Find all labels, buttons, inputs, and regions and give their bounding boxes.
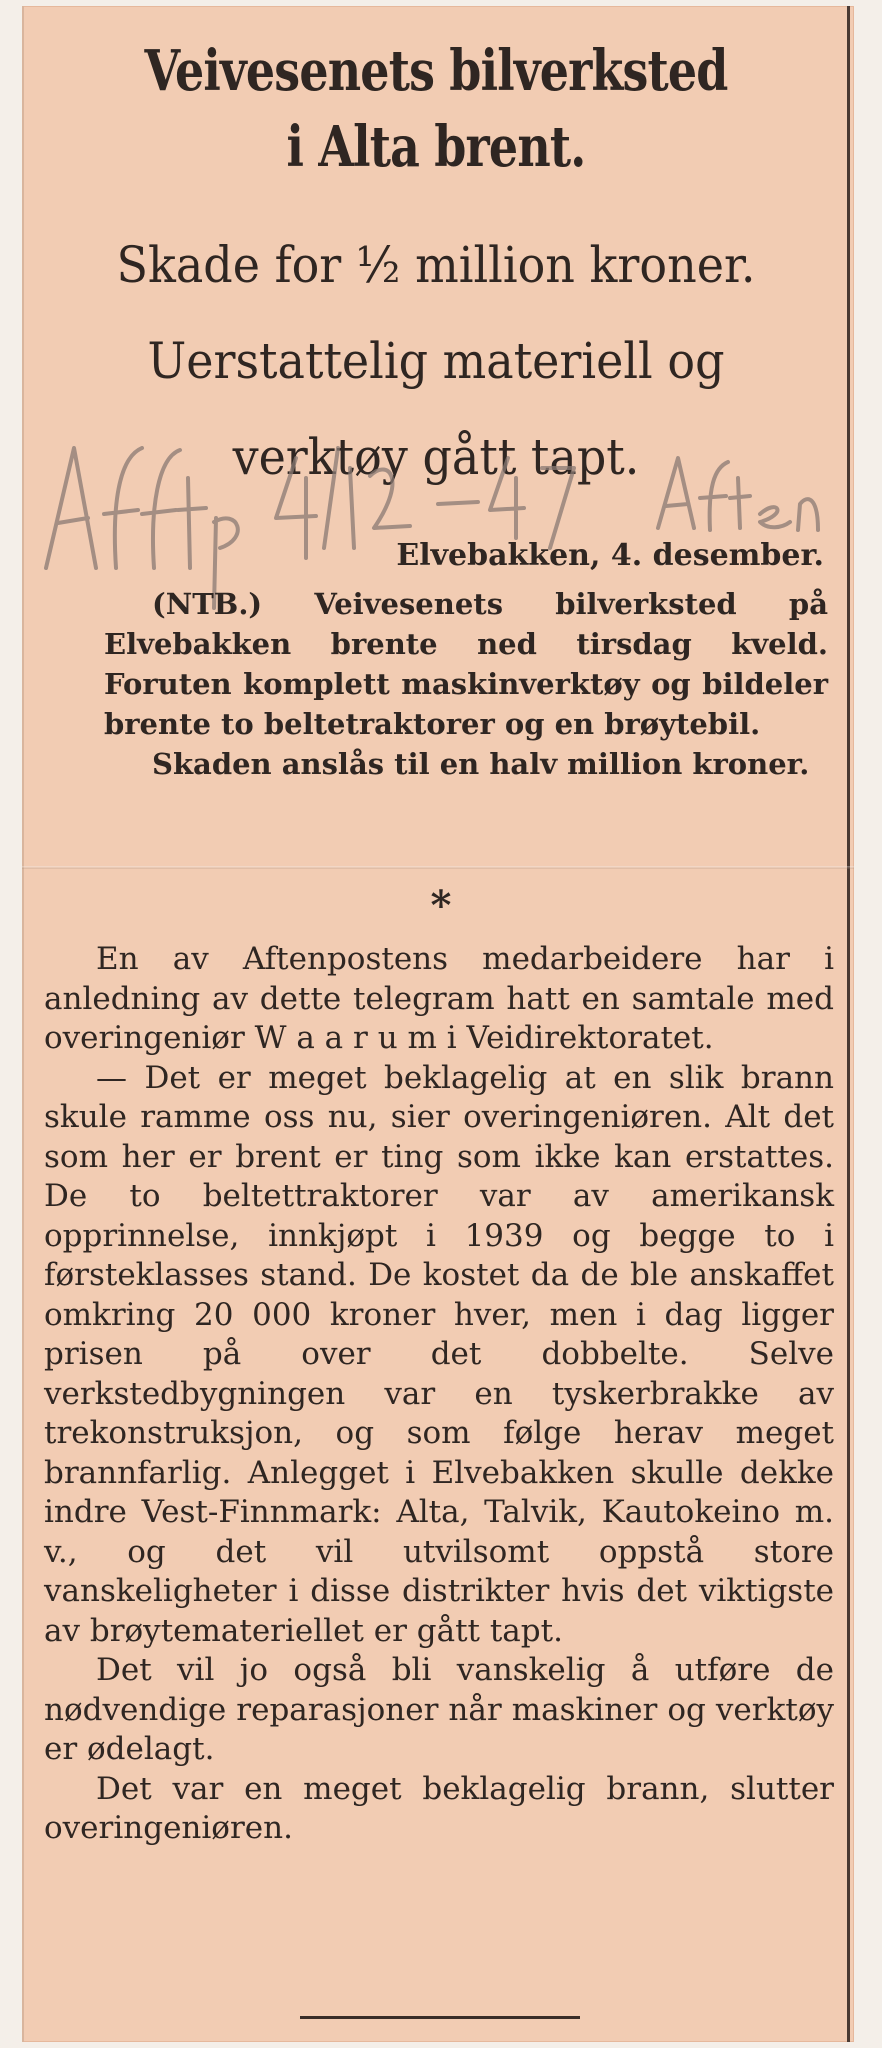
lead-section bbox=[104, 584, 828, 784]
body-paragraph: En av Aftenpostens medarbeidere har i anledning av dette telegram hatt en samtale med overingeniør W a a r u m i Veidirektoratet. bbox=[44, 941, 834, 1056]
lead-paragraph: Skaden anslås til en halv million kroner. bbox=[152, 747, 810, 781]
headline-line-1: Veivesenets bilverksted bbox=[144, 38, 728, 104]
column-rule bbox=[847, 6, 850, 2042]
paper-fold-line bbox=[22, 866, 854, 869]
subheadline-line-3: verktøy gått tapt. bbox=[232, 428, 640, 486]
dateline: Elvebakken, 4. desember. bbox=[396, 538, 824, 573]
headline-line-2: i Alta brent. bbox=[286, 114, 586, 180]
body-paragraph: — Det er meget beklagelig at en slik brann skule ramme oss nu, sier overingeniøren. Alt det som her er brent er ting som ikke kan erstattes. De to beltettraktorer var av amerikansk opprinnelse, innkjøpt i 1939 og begge to i førsteklasses stand. De kostet da de ble anskaffet omkring 20 000 kroner hver, men i dag ligger prisen på over det dobbelte. Selve verkstedbygningen var en tyskerbrakke av trekonstruksjon, og som følge herav meget brannfarlig. Anlegget i Elvebakken skulle dekke indre Vest-Finnmark: Alta, Talvik, Kautokeino m. v., og det vil utvilsomt oppstå store vanskeligheter i disse distrikter hvis det viktigste av brøytemateriellet er gått tapt. bbox=[44, 1059, 834, 1649]
lead-paragraph: (NTB.) Veivesenets bilverksted på Elvebakken brente ned tirsdag kveld. Foruten komplett maskinverktøy og bildeler brente to beltetraktorer og en brøytebil. bbox=[104, 587, 828, 741]
body-paragraph: Det vil jo også bli vanskelig å utføre de nødvendige reparasjoner når maskiner og verktøy er ødelagt. bbox=[44, 1652, 834, 1767]
separator-asterisk: * bbox=[430, 882, 452, 929]
clipping-left-edge bbox=[22, 6, 24, 2042]
article-body bbox=[44, 940, 834, 1849]
subheadline-line-1: Skade for ½ million kroner. bbox=[116, 236, 756, 294]
end-rule bbox=[300, 2016, 580, 2019]
subheadline-line-2: Uerstattelig materiell og bbox=[147, 332, 725, 390]
body-paragraph: Det var en meget beklagelig brann, slutter overingeniøren. bbox=[44, 1770, 834, 1846]
